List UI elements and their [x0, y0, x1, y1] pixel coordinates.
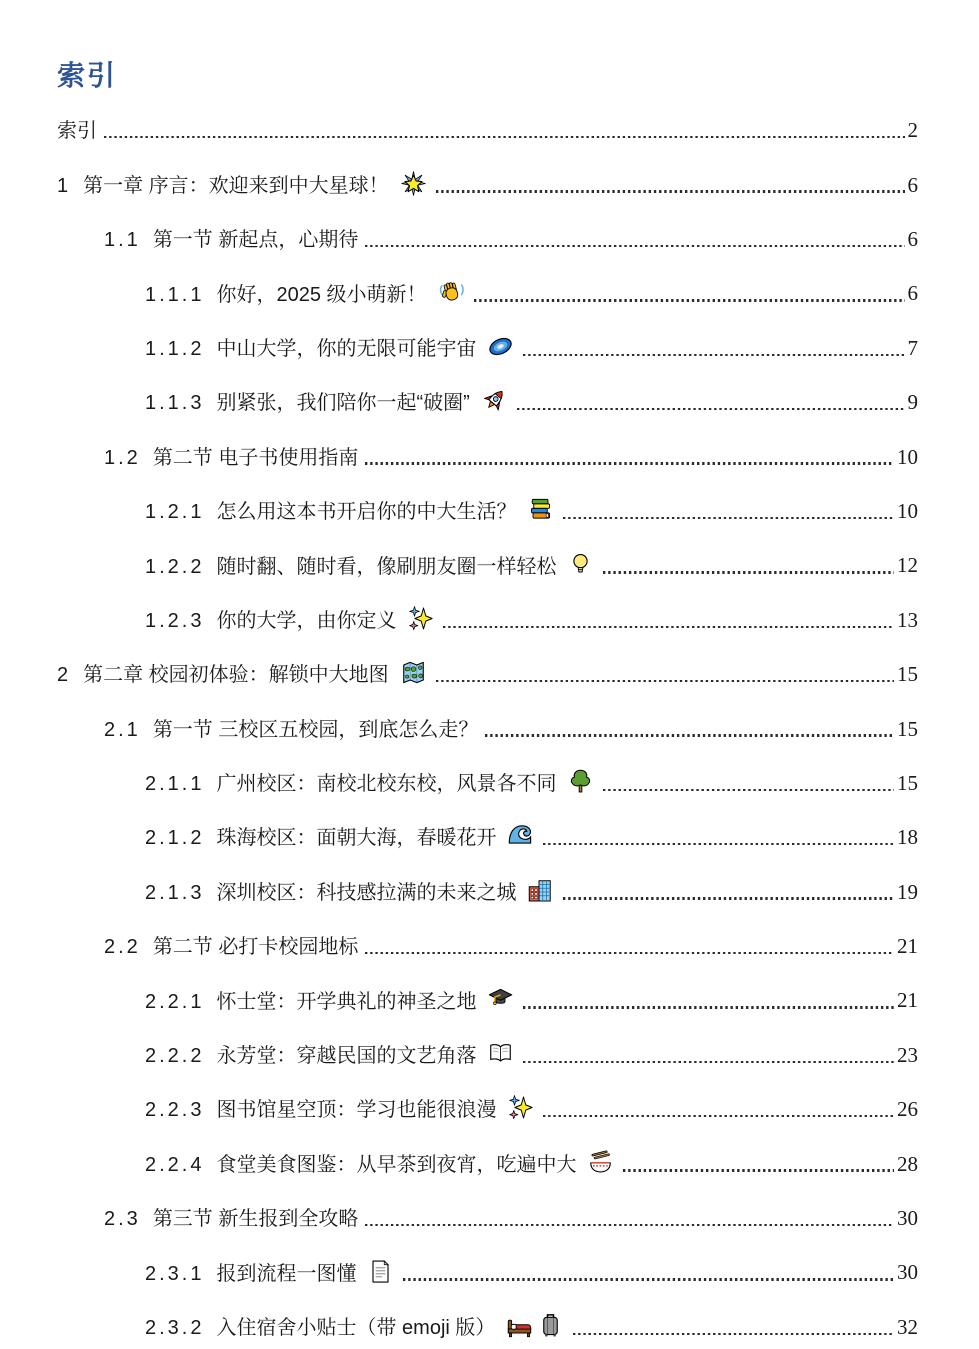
toc-entry-title: 永芳堂：穿越民国的文艺角落 — [216, 1045, 477, 1068]
leader-dots — [573, 1333, 894, 1335]
page-number: 7 — [907, 335, 918, 360]
toc-entry-number: 2.3.2 — [145, 1316, 205, 1339]
toc-entry[interactable] — [57, 479, 918, 533]
toc-entry-title: 第三节 新生报到全攻略 — [152, 1208, 359, 1231]
toc-entry-icons — [479, 387, 510, 415]
toc-entry-title: 深圳校区：科技感拉满的未来之城 — [216, 881, 517, 904]
leader-dots — [623, 1169, 894, 1171]
leader-dots — [523, 1006, 894, 1008]
leader-dots — [365, 952, 894, 954]
toc-entry-title: 入住宿舍小贴士（带 emoji 版） — [216, 1316, 496, 1339]
toc-entry-number: 1 — [57, 174, 72, 197]
sparkles-icon — [407, 605, 434, 632]
toc-entry-icons — [405, 605, 436, 633]
toc-entry-icons — [505, 1094, 536, 1122]
leader-dots — [474, 299, 905, 301]
leader-dots — [603, 571, 894, 573]
toc-entry-number: 1.2.2 — [145, 555, 205, 578]
toc-entry[interactable] — [57, 424, 918, 478]
leader-dots — [543, 1115, 894, 1117]
toc-entry-title: 你好，2025 级小萌新！ — [216, 283, 427, 306]
toc-entry[interactable] — [57, 968, 918, 1022]
cityscape-icon — [527, 877, 554, 904]
toc-entry[interactable] — [57, 370, 918, 424]
toc-entry-title: 第一节 三校区五校园，到底怎么走？ — [152, 718, 479, 741]
page-title: 索引 — [57, 60, 118, 91]
toc-entry[interactable] — [57, 1077, 918, 1131]
leader-dots — [365, 462, 894, 464]
toc-entry-title: 中山大学，你的无限可能宇宙 — [216, 337, 477, 360]
toc-entry-icons — [565, 551, 596, 579]
page-number: 18 — [897, 825, 918, 850]
toc-entry-title: 第二章 校园初体验：解锁中大地图 — [83, 664, 389, 687]
page-facing-up-icon — [367, 1258, 394, 1285]
page-number: 13 — [897, 607, 918, 632]
page-number: 12 — [897, 553, 918, 578]
toc-entry-title: 第一节 新起点，心期待 — [152, 229, 359, 252]
leader-dots — [517, 408, 905, 410]
page-number: 19 — [897, 879, 918, 904]
leader-dots — [485, 734, 894, 736]
tree-icon — [567, 768, 594, 795]
toc-entry-number: 2.1.2 — [145, 827, 205, 850]
leader-dots — [365, 1224, 894, 1226]
steaming-bowl-icon — [587, 1149, 614, 1176]
toc-entry[interactable] — [57, 859, 918, 913]
page-number: 30 — [897, 1260, 918, 1285]
toc-entry-title: 随时翻、随时看，像刷朋友圈一样轻松 — [216, 555, 557, 578]
galaxy-icon — [487, 333, 514, 360]
page-number: 2 — [907, 118, 918, 143]
toc-entry[interactable] — [57, 642, 918, 696]
toc-entry-title: 你的大学，由你定义 — [216, 609, 397, 632]
bed-icon — [506, 1312, 533, 1339]
leader-dots — [603, 789, 894, 791]
glowing-star-icon — [400, 170, 427, 197]
toc-entry-number: 2.2 — [104, 936, 141, 959]
books-icon — [527, 496, 554, 523]
page-number: 6 — [907, 172, 918, 197]
toc-entry-icons — [525, 496, 556, 524]
toc-entry[interactable] — [57, 696, 918, 750]
toc-entry-title: 别紧张，我们陪你一起“破圈” — [216, 392, 470, 415]
toc-entry[interactable] — [57, 914, 918, 968]
toc-entry-number: 2.2.1 — [145, 990, 205, 1013]
world-map-icon — [400, 659, 427, 686]
page-number: 10 — [897, 444, 918, 469]
toc-entry[interactable] — [57, 533, 918, 587]
toc-entry-title: 第一章 序言：欢迎来到中大星球！ — [83, 174, 389, 197]
toc-entry-number: 2.1 — [104, 718, 141, 741]
toc-entry-icons — [525, 877, 556, 905]
toc-entry[interactable] — [57, 316, 918, 370]
toc-entry-title: 第二节 必打卡校园地标 — [152, 936, 359, 959]
toc-entry-number: 1.1.3 — [145, 392, 205, 415]
toc-entry[interactable] — [57, 98, 918, 152]
toc-entry[interactable] — [57, 588, 918, 642]
toc-entry-number: 2.1.1 — [145, 773, 205, 796]
graduation-cap-icon — [487, 986, 514, 1013]
page-number: 15 — [897, 662, 918, 687]
toc-entry[interactable] — [57, 1295, 918, 1349]
water-wave-icon — [507, 822, 534, 849]
toc-entry-title: 怀士堂：开学典礼的神圣之地 — [216, 990, 477, 1013]
leader-dots — [543, 843, 894, 845]
light-bulb-icon — [567, 551, 594, 578]
leader-dots — [436, 680, 894, 682]
open-book-icon — [487, 1040, 514, 1067]
leader-dots — [436, 190, 905, 192]
table-of-contents — [57, 98, 918, 1349]
leader-dots — [443, 626, 894, 628]
toc-entry[interactable] — [57, 805, 918, 859]
toc-entry-title: 报到流程一图懂 — [216, 1262, 357, 1285]
toc-entry[interactable] — [57, 261, 918, 315]
toc-entry-number: 2.3 — [104, 1208, 141, 1231]
page-number: 32 — [897, 1314, 918, 1339]
toc-entry-number: 2.2.3 — [145, 1099, 205, 1122]
toc-entry[interactable] — [57, 1186, 918, 1240]
toc-entry[interactable] — [57, 207, 918, 261]
toc-entry-title: 食堂美食图鉴：从早茶到夜宵，吃遍中大 — [216, 1153, 577, 1176]
leader-dots — [403, 1278, 894, 1280]
toc-entry-icons — [485, 986, 516, 1014]
leader-dots — [104, 136, 905, 138]
toc-entry-number: 1.2.1 — [145, 501, 205, 524]
toc-entry[interactable] — [57, 751, 918, 805]
page-number: 15 — [897, 770, 918, 795]
waving-hand-icon — [438, 279, 465, 306]
toc-entry-number: 1.1.2 — [145, 337, 205, 360]
toc-entry-icons — [585, 1149, 616, 1177]
page-number: 26 — [897, 1097, 918, 1122]
toc-entry[interactable] — [57, 1131, 918, 1185]
toc-entry[interactable] — [57, 1023, 918, 1077]
toc-entry-icons — [485, 1040, 516, 1068]
leader-dots — [365, 245, 904, 247]
toc-entry-number: 1.2.3 — [145, 609, 205, 632]
toc-entry-icons — [365, 1258, 396, 1286]
toc-entry-number: 2.2.2 — [145, 1045, 205, 1068]
page-number: 9 — [907, 390, 918, 415]
toc-entry-title: 第二节 电子书使用指南 — [152, 446, 359, 469]
page-number: 6 — [907, 281, 918, 306]
leader-dots — [563, 897, 894, 899]
sparkles-icon — [507, 1094, 534, 1121]
leader-dots — [563, 517, 894, 519]
toc-entry-icons — [565, 768, 596, 796]
page-number: 10 — [897, 498, 918, 523]
toc-entry-icons — [505, 822, 536, 850]
toc-entry-number: 2.1.3 — [145, 881, 205, 904]
page-number: 23 — [897, 1042, 918, 1067]
toc-entry-icons — [398, 170, 429, 198]
page-number: 21 — [897, 934, 918, 959]
toc-entry-number: 1.1.1 — [145, 283, 205, 306]
toc-entry[interactable] — [57, 1240, 918, 1294]
toc-entry-title: 图书馆星空顶：学习也能很浪漫 — [216, 1099, 497, 1122]
toc-entry-icons — [504, 1312, 566, 1340]
toc-entry-icons — [398, 659, 429, 687]
toc-entry-icons — [485, 333, 516, 361]
page-number: 21 — [897, 988, 918, 1013]
toc-entry-number: 2 — [57, 664, 72, 687]
luggage-icon — [537, 1312, 564, 1339]
toc-entry-title: 广州校区：南校北校东校，风景各不同 — [216, 773, 557, 796]
toc-entry-number: 1.1 — [104, 229, 141, 252]
page-number: 6 — [907, 226, 918, 251]
toc-entry-number: 2.2.4 — [145, 1153, 205, 1176]
toc-entry-title: 索引 — [57, 120, 97, 143]
toc-entry-title: 珠海校区：面朝大海，春暖花开 — [216, 827, 497, 850]
toc-entry-title: 怎么用这本书开启你的中大生活？ — [216, 501, 517, 524]
page-number: 30 — [897, 1206, 918, 1231]
toc-entry[interactable] — [57, 152, 918, 206]
toc-entry-icons — [436, 279, 467, 307]
leader-dots — [523, 1061, 894, 1063]
rocket-icon — [481, 387, 508, 414]
page-number: 15 — [897, 716, 918, 741]
toc-entry-number: 1.2 — [104, 446, 141, 469]
leader-dots — [523, 354, 904, 356]
toc-entry-number: 2.3.1 — [145, 1262, 205, 1285]
page-number: 28 — [897, 1151, 918, 1176]
